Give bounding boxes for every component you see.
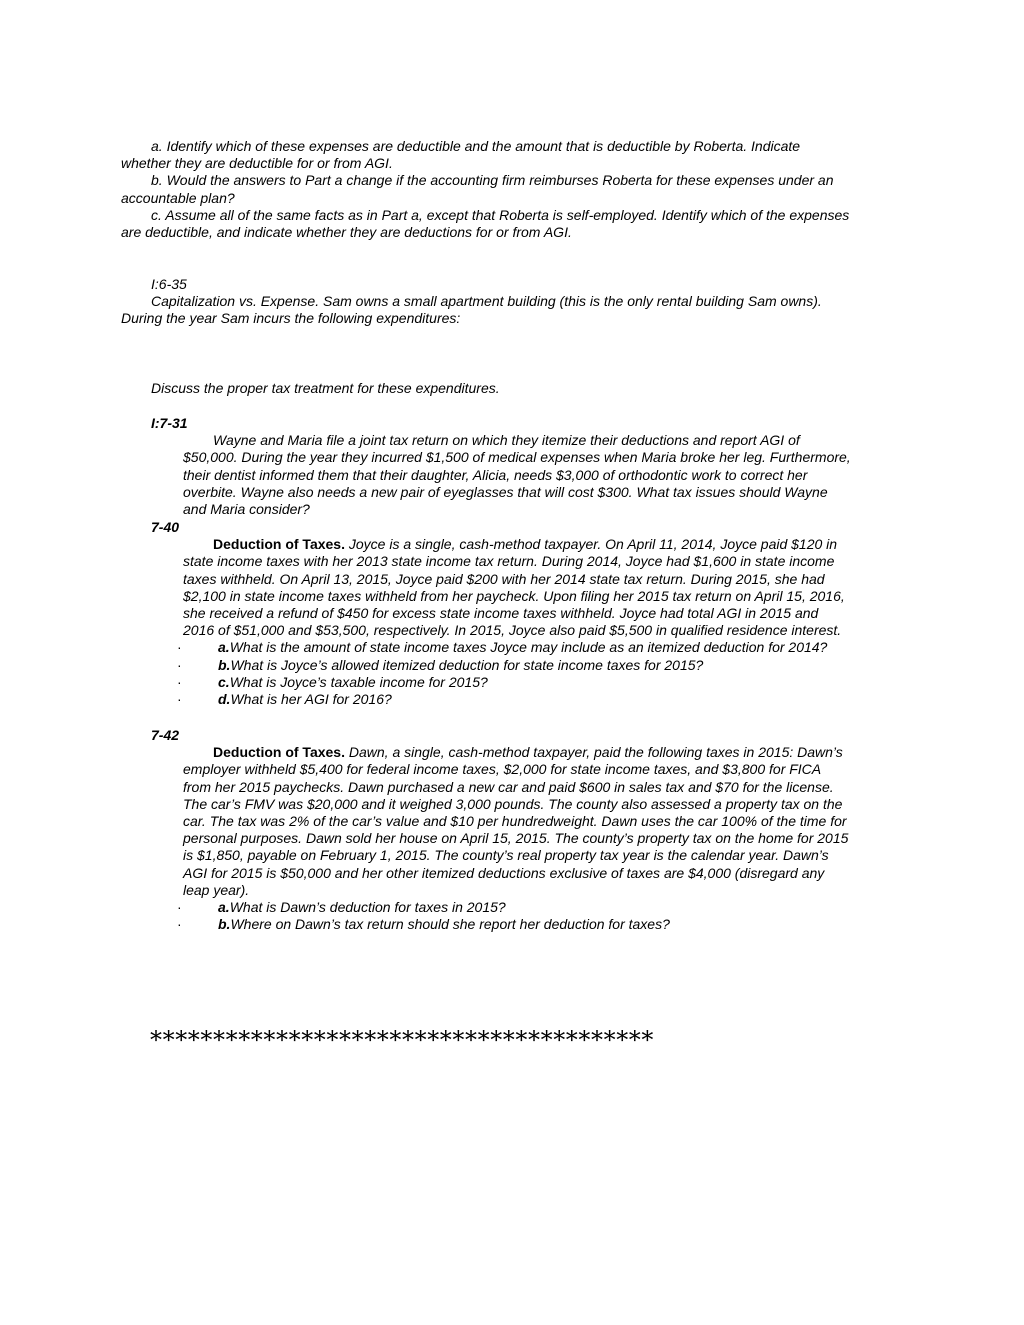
question-b-line2: accountable plan? bbox=[121, 189, 235, 206]
problem-6-35 bbox=[121, 276, 906, 328]
bullet-icon: · bbox=[177, 673, 182, 690]
list-item bbox=[121, 899, 906, 916]
problem-number: I:6-35 bbox=[151, 276, 187, 292]
item-label: b. bbox=[218, 916, 231, 933]
question-b-line1: b. Would the answers to Part a change if the accounting firm reimburses Roberta for these expenses under an bbox=[151, 172, 834, 189]
item-text: What is Dawn’s deduction for taxes in 2015? bbox=[229, 899, 506, 916]
item-label: b. bbox=[218, 656, 231, 673]
bullet-icon: · bbox=[177, 899, 182, 916]
problem-line: employer withheld $5,400 for federal income taxes, $2,000 for state income taxes, and $3,800 for FICA bbox=[183, 761, 822, 778]
item-label: c. bbox=[218, 673, 230, 690]
problem-first-line bbox=[121, 744, 906, 761]
item-label: a. bbox=[218, 899, 230, 916]
question-a-line1: a. Identify which of these expenses are deductible and the amount that is deductible by Roberta. Indicate bbox=[151, 138, 801, 154]
problem-line: car. The tax was 2% of the car’s value and $10 per hundredweight. Dawn uses the car 100% of the time for bbox=[183, 813, 847, 830]
problem-6-35-discuss bbox=[121, 380, 906, 397]
question-c-line1: c. Assume all of the same facts as in Part a, except that Roberta is self-employed. Identify which of the expenses bbox=[151, 206, 850, 223]
item-label: a. bbox=[218, 639, 230, 656]
problem-7-40 bbox=[121, 519, 906, 708]
intro-questions bbox=[121, 138, 906, 241]
problem-line: is $1,850, payable on February 1, 2015. The county’s real property tax year is the calendar year. Dawn’s bbox=[183, 847, 829, 864]
problem-first-line-text: Joyce is a single, cash-method taxpayer. On April 11, 2014, Joyce paid $120 in bbox=[348, 536, 838, 553]
problem-first-line bbox=[121, 536, 906, 553]
problem-first-line-text: Dawn, a single, cash-method taxpayer, paid the following taxes in 2015: Dawn’s bbox=[348, 744, 843, 761]
problem-line: state income taxes with her 2013 state income tax return. During 2014, Joyce had $1,600 in state income bbox=[183, 553, 835, 570]
problem-line: from her 2015 paychecks. Dawn purchased a new car and paid $600 in sales tax and $70 for the license. bbox=[183, 778, 834, 795]
problem-line: Capitalization vs. Expense. Sam owns a small apartment building (this is the only rental building Sam owns). bbox=[151, 293, 822, 310]
item-text: What is Joyce’s allowed itemized deduction for state income taxes for 2015? bbox=[230, 656, 704, 673]
list-item bbox=[121, 639, 906, 656]
bullet-icon: · bbox=[177, 656, 182, 673]
problem-line: $2,100 in state income taxes withheld from her paycheck. Upon filing her 2015 tax return on April 15, 2016, bbox=[183, 587, 845, 604]
problem-line: overbite. Wayne also needs a new pair of eyeglasses that will cost $300. What tax issues should Wayne bbox=[183, 483, 828, 500]
item-text: What is the amount of state income taxes Joyce may include as an itemized deduction for 2014? bbox=[229, 639, 828, 656]
problem-number: 7-40 bbox=[151, 519, 180, 535]
item-text: Where on Dawn’s tax return should she report her deduction for taxes? bbox=[230, 916, 670, 933]
bullet-icon: · bbox=[177, 916, 182, 933]
item-label: d. bbox=[218, 691, 231, 708]
discuss-line: Discuss the proper tax treatment for these expenditures. bbox=[151, 380, 500, 396]
list-item bbox=[121, 674, 906, 691]
list-item bbox=[121, 691, 906, 708]
list-item bbox=[121, 916, 906, 933]
problem-line: During the year Sam incurs the following expenditures: bbox=[121, 310, 461, 327]
bullet-icon: · bbox=[177, 691, 182, 708]
problem-7-42 bbox=[121, 727, 906, 933]
separator-line: **************************************** bbox=[150, 1026, 654, 1054]
problem-7-31 bbox=[121, 415, 906, 518]
item-text: What is Joyce’s taxable income for 2015? bbox=[229, 673, 488, 690]
problem-heading: Deduction of Taxes. bbox=[213, 536, 345, 553]
question-a-line2: whether they are deductible for or from AGI. bbox=[121, 155, 393, 172]
problem-line: The car’s FMV was $20,000 and it weighed 3,000 pounds. The county also assessed a property tax on the bbox=[183, 795, 843, 812]
problem-heading: Deduction of Taxes. bbox=[213, 744, 345, 761]
problem-number: 7-42 bbox=[151, 727, 180, 743]
problem-line: personal purposes. Dawn sold her house on April 15, 2015. The county’s property tax on the home for 2015 bbox=[183, 830, 849, 847]
problem-line: leap year). bbox=[183, 881, 250, 898]
problem-number: I:7-31 bbox=[151, 415, 188, 431]
problem-line: their dentist informed them that their daughter, Alicia, needs $3,000 of orthodontic work to correct her bbox=[183, 466, 808, 483]
problem-line: she received a refund of $450 for excess state income taxes withheld. Joyce had total AGI in 2015 and bbox=[183, 605, 819, 622]
item-text: What is her AGI for 2016? bbox=[230, 691, 392, 708]
problem-line: and Maria consider? bbox=[183, 501, 310, 518]
problem-line: Wayne and Maria file a joint tax return on which they itemize their deductions and report AGI of bbox=[213, 432, 800, 449]
problem-line: taxes withheld. On April 13, 2015, Joyce paid $200 with her 2014 state tax return. During 2015, she had bbox=[183, 570, 825, 587]
problem-line: 2016 of $51,000 and $53,500, respectively. In 2015, Joyce also paid $5,500 in qualified residence interest. bbox=[183, 622, 842, 639]
bullet-icon: · bbox=[177, 639, 182, 656]
problem-line: AGI for 2015 is $50,000 and her other itemized deductions exclusive of taxes are $4,000 (disregard any bbox=[183, 864, 825, 881]
list-item bbox=[121, 657, 906, 674]
question-c-line2: are deductible, and indicate whether they are deductions for or from AGI. bbox=[121, 224, 572, 241]
problem-line: $50,000. During the year they incurred $1,500 of medical expenses when Maria broke her leg. Furthermore, bbox=[183, 449, 851, 466]
